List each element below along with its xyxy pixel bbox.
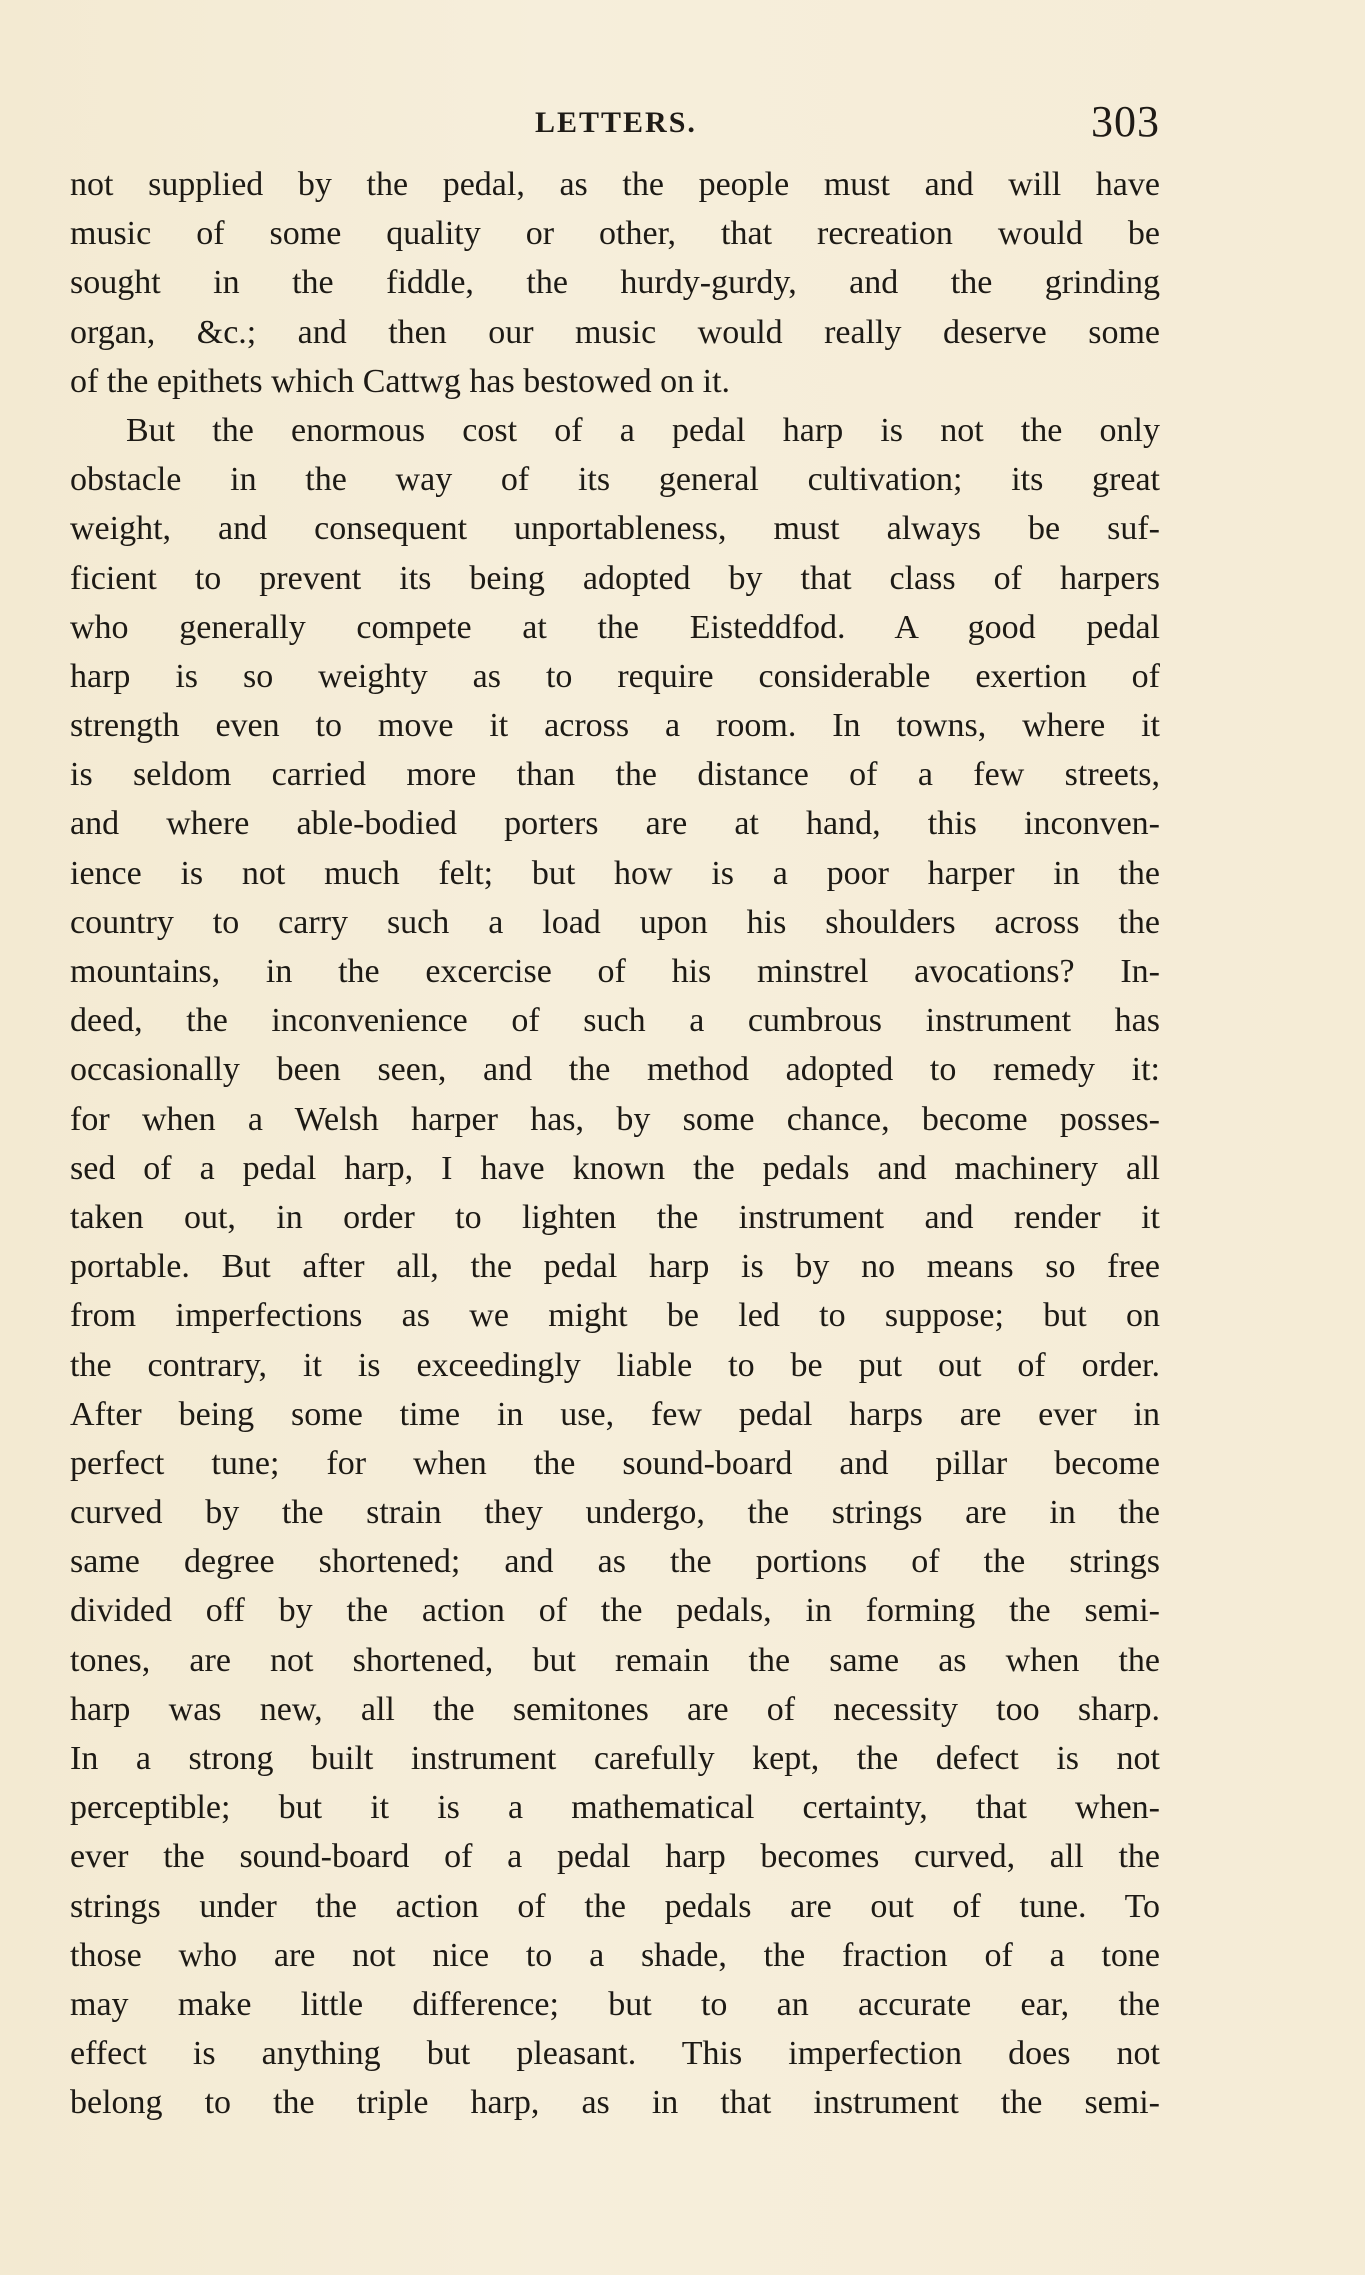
text-line: perceptible; but it is a mathematical certainty, that when- [70,1789,1160,1827]
text-line: organ, &c.; and then our music would really deserve some [70,313,1160,351]
running-head [70,97,1160,160]
text-line: sed of a pedal harp, I have known the pedals and machinery all [70,1149,1160,1187]
text-line: ficient to prevent its being adopted by that class of harpers [70,559,1160,597]
text-line: But the enormous cost of a pedal harp is not the only [126,411,1160,449]
text-line: perfect tune; for when the sound-board and pillar become [70,1444,1160,1482]
text-line: those who are not nice to a shade, the fraction of a tone [70,1936,1160,1974]
text-line: sought in the fiddle, the hurdy-gurdy, and the grinding [70,264,1160,302]
text-line: taken out, in order to lighten the instrument and render it [70,1198,1160,1236]
text-line: strings under the action of the pedals are out of tune. To [70,1887,1160,1925]
running-title: LETTERS. [535,106,697,139]
text-line: effect is anything but pleasant. This imperfection does not [70,2035,1160,2073]
text-line: curved by the strain they undergo, the strings are in the [70,1494,1160,1532]
text-line: not supplied by the pedal, as the people must and will have [70,166,1160,203]
text-line: ever the sound-board of a pedal harp becomes curved, all the [70,1838,1160,1876]
text-line: After being some time in use, few pedal harps are ever in [70,1395,1160,1433]
text-line: and where able-bodied porters are at hand, this inconven- [70,805,1160,843]
text-line: of the epithets which Cattwg has bestowed on it. [70,362,731,400]
text-line: strength even to move it across a room. In towns, where it [70,707,1160,745]
text-line: tones, are not shortened, but remain the same as when the [70,1641,1160,1679]
text-line: portable. But after all, the pedal harp is by no means so free [70,1248,1160,1286]
page-number: 303 [1091,97,1160,146]
text-line: harp was new, all the semitones are of necessity too sharp. [70,1690,1160,1728]
text-line: is seldom carried more than the distance of a few streets, [70,756,1160,794]
text-line: music of some quality or other, that recreation would be [70,215,1160,253]
text-line: same degree shortened; and as the portions of the strings [70,1543,1160,1581]
text-line: from imperfections as we might be led to suppose; but on [70,1297,1160,1335]
text-line: the contrary, it is exceedingly liable to be put out of order. [70,1346,1160,1384]
text-line: for when a Welsh harper has, by some chance, become posses- [70,1100,1160,1138]
body-text [70,160,1160,2128]
text-line: In a strong built instrument carefully kept, the defect is not [70,1740,1160,1777]
text-line: ience is not much felt; but how is a poor harper in the [70,854,1160,892]
text-line: may make little difference; but to an accurate ear, the [70,1985,1160,2023]
text-line: harp is so weighty as to require considerable exertion of [70,657,1160,695]
text-line: obstacle in the way of its general cultivation; its great [70,461,1160,499]
text-line: country to carry such a load upon his shoulders across the [70,903,1160,941]
text-line: belong to the triple harp, as in that instrument the semi- [70,2084,1160,2122]
text-line: occasionally been seen, and the method adopted to remedy it: [70,1051,1160,1089]
text-line: deed, the inconvenience of such a cumbrous instrument has [70,1002,1160,1040]
text-line: mountains, in the excercise of his minstrel avocations? In- [70,953,1160,990]
text-line: who generally compete at the Eisteddfod. A good pedal [70,608,1160,646]
text-line: weight, and consequent unportableness, must always be suf- [70,510,1160,548]
text-line: divided off by the action of the pedals, in forming the semi- [70,1592,1160,1630]
